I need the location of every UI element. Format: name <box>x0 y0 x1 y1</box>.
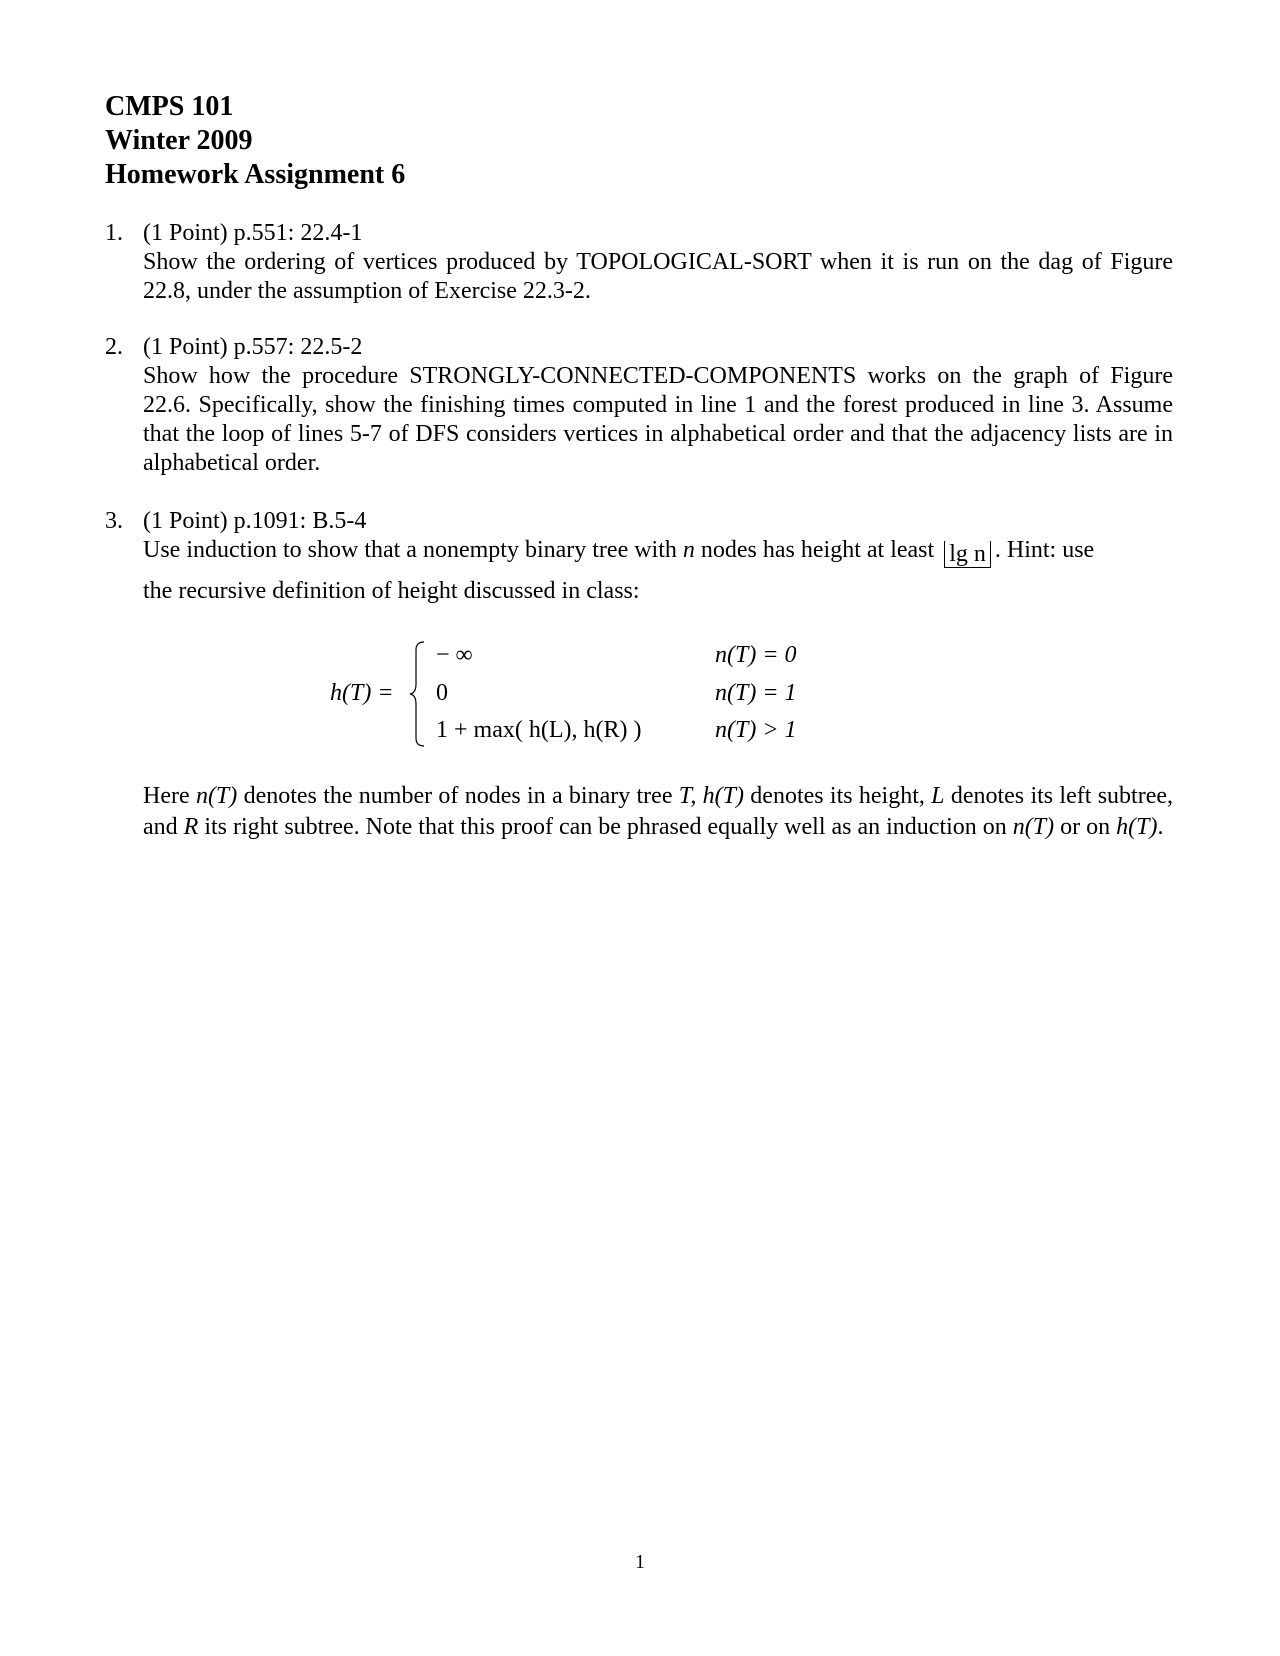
case-condition: n(T) = 1 <box>715 680 797 706</box>
assignment-title: Homework Assignment 6 <box>105 159 406 190</box>
hint-text: . Hint: use <box>994 537 1095 563</box>
problem-number: 2. <box>105 334 123 360</box>
case-value: 1 + max( h(L), h(R) ) <box>436 717 642 743</box>
explanation-paragraph <box>143 781 1173 843</box>
problem-text: Show how the procedure STRONGLY-CONNECTED-COMPONENTS works on the graph of Figure 22.6. Specifically, show the finishing times computed in line 1 and the forest produced in line 3. Assume that the loop of lines 5-7 of DFS considers vertices in alphabetical order and that the adjacency lists are in alphabetical order. <box>143 363 1173 476</box>
course-title: CMPS 101 <box>105 91 234 122</box>
case-value: 0 <box>436 680 448 706</box>
term: Winter 2009 <box>105 125 253 156</box>
math-h-of-T: h(T) <box>702 783 744 809</box>
page-number: 1 <box>635 1551 645 1573</box>
text-segment: Here <box>143 783 190 809</box>
problem-title: (1 Point) p.557: 22.5-2 <box>143 334 363 360</box>
floor-expression: lg n <box>944 541 991 568</box>
text-segment: Use induction to show that a nonempty binary tree with <box>143 537 677 563</box>
height-formula <box>330 640 800 750</box>
problem-title: (1 Point) p.1091: B.5-4 <box>143 508 367 534</box>
case-condition: n(T) = 0 <box>715 642 797 668</box>
math-n-of-T: n(T) <box>1012 814 1055 840</box>
text-segment: nodes has height at least <box>700 537 935 563</box>
text-segment: denotes its height, <box>750 783 925 809</box>
problem-1 <box>105 219 1173 306</box>
problem-text: Show the ordering of vertices produced by TOPOLOGICAL-SORT when it is run on the dag of Figure 22.8, under the assumption of Exercise 22.3-2. <box>143 249 1173 304</box>
case-condition: n(T) > 1 <box>715 717 797 743</box>
math-R: R <box>183 814 199 840</box>
left-brace <box>408 640 426 748</box>
text-segment: or on <box>1060 814 1111 840</box>
text-segment: denotes the number of nodes in a binary tree <box>243 783 673 809</box>
problem-title: (1 Point) p.551: 22.4-1 <box>143 220 363 246</box>
problem-3 <box>105 507 1173 606</box>
text-segment: denotes its left subtree, and <box>143 783 1173 840</box>
math-T: T, <box>678 783 697 809</box>
math-L: L <box>931 783 945 809</box>
text-segment: its right subtree. Note that this proof can be phrased equally well as an induction on <box>204 814 1007 840</box>
page-header <box>105 90 405 192</box>
problem-text-line-1 <box>143 536 1173 568</box>
problem-number: 3. <box>105 508 123 534</box>
math-variable-n: n <box>682 537 695 563</box>
math-n-of-T: n(T) <box>195 783 238 809</box>
formula-lhs: h(T) = <box>330 680 394 706</box>
problem-text-line-2: the recursive definition of height discussed in class: <box>143 578 640 604</box>
case-value: − ∞ <box>436 642 473 668</box>
problem-number: 1. <box>105 220 123 246</box>
problem-2 <box>105 333 1173 478</box>
text-segment: . <box>1157 814 1164 840</box>
math-h-of-T: h(T) <box>1116 814 1158 840</box>
